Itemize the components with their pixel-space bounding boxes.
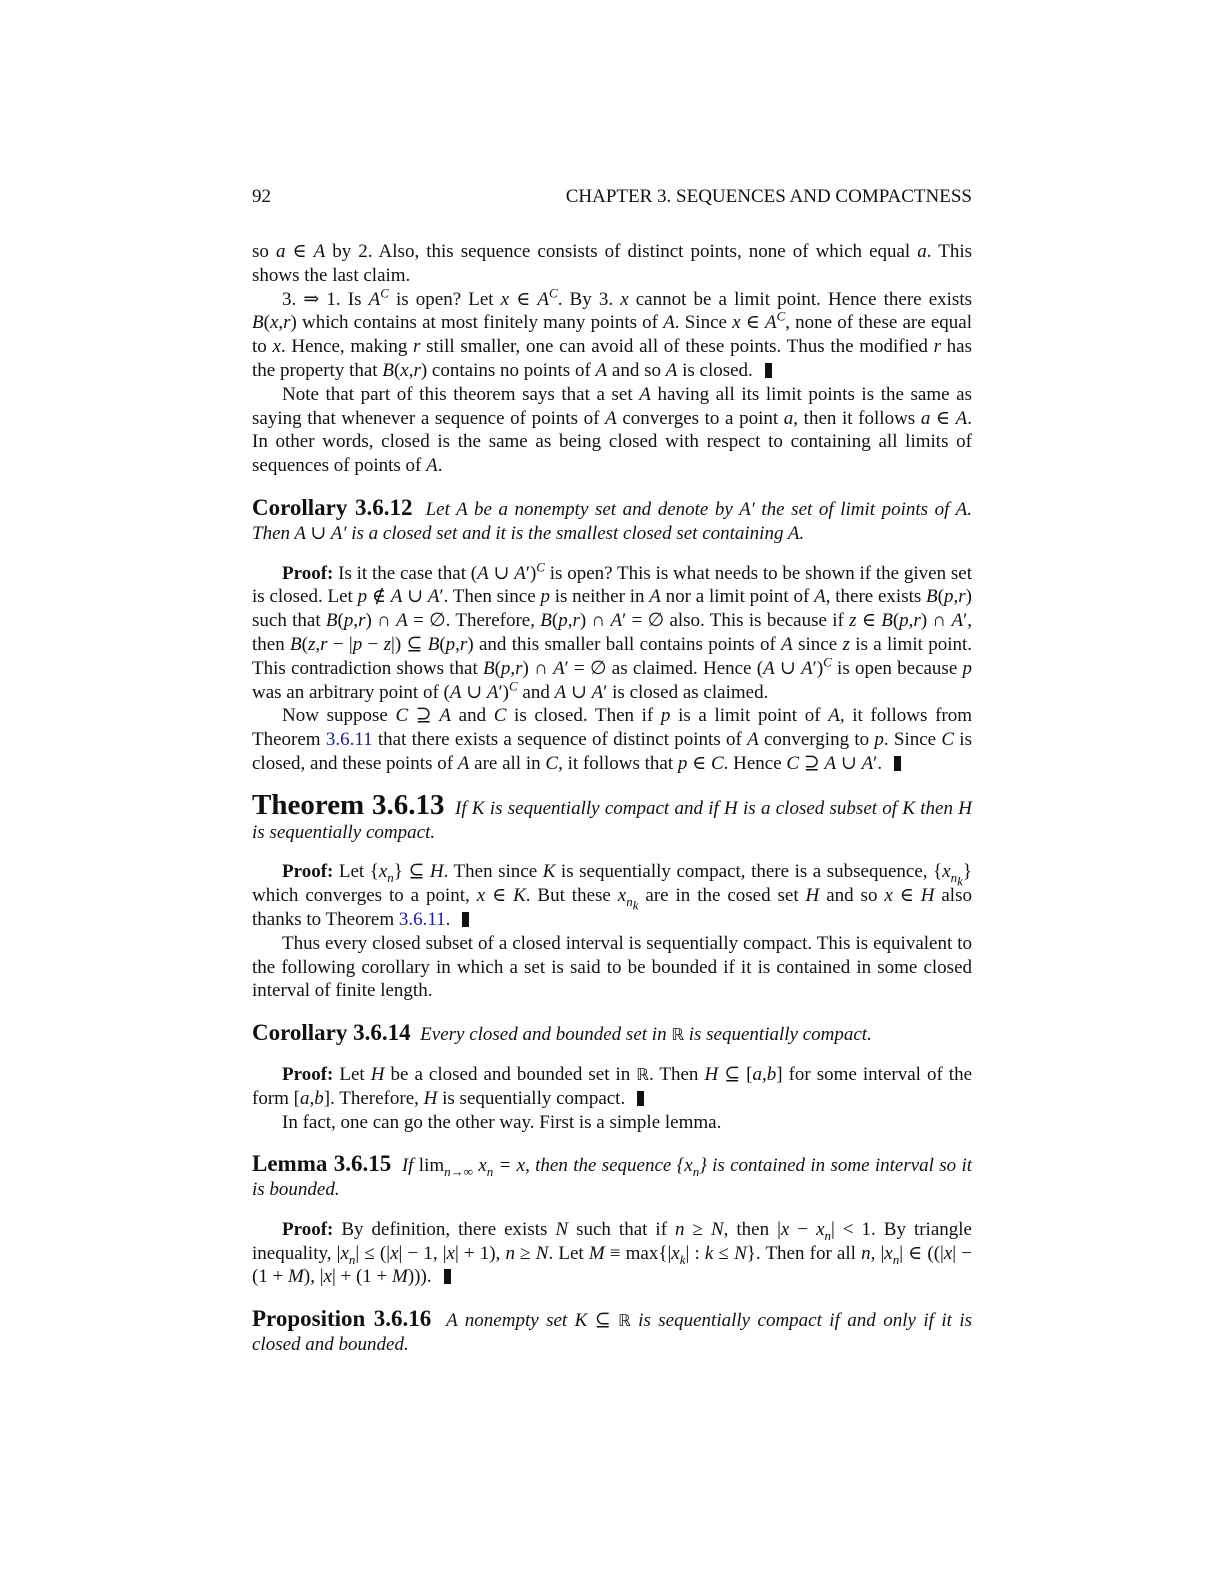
corollary-3-6-12: Corollary 3.6.12 Let A be a nonempty set and denote by A′ the set of limit points of A. Then A ∪ A′ is a closed set and it is the smallest closed set containing A. (252, 494, 972, 544)
proof-label: Proof: (282, 562, 334, 584)
theorem-label: Theorem 3.6.13 (252, 788, 445, 821)
page-number: 92 (252, 186, 271, 207)
paragraph: Thus every closed subset of a closed interval is sequentially compact. This is equivalent to the following corollary in which a set is said to be bounded if it is contained in some closed interval of finite length. (252, 932, 972, 1002)
theorem-reference-link[interactable]: 3.6.11 (325, 729, 373, 751)
proof-paragraph: Proof: By definition, there exists N such that if n ≥ N, then $|x - x_n| < 1$. By triangle inequality, $|x_n| \le (|x| - 1$, |x| + 1), n ≥ N. Let $M \equiv \max\{|x_k|$ : k ≤ N}. Then for all n, $|x_n|$ ∈ ((|x| − (1 + M), |x| + (1 + M))). (252, 1218, 972, 1288)
theorem-3-6-13: Theorem 3.6.13 If K is sequentially compact and if H is a closed subset of K then H is sequentially compact. (252, 788, 972, 843)
paragraph: 3. ⇒ 1. Is $A^C$ is open? Let x ∈ $A^C$. By 3. x cannot be a limit point. Hence there exists B(x,r) which contains at most finitely many points of A. Since x ∈ $A^C$, none of these are equal to x. Hence, making r still smaller, one can avoid all of these points. Thus the modified r has the property that B(x,r) contains no points of A and so A is closed. (252, 285, 972, 381)
proof-label: Proof: (282, 1218, 334, 1240)
lemma-label: Lemma 3.6.15 (252, 1151, 392, 1177)
paragraph: so a ∈ A by 2. Also, this sequence consists of distinct points, none of which equal a. This shows the last claim. (252, 241, 972, 286)
corollary-label: Corollary 3.6.12 (252, 494, 413, 520)
page-body (252, 240, 972, 1357)
qed-symbol (462, 912, 469, 927)
paragraph: In fact, one can go the other way. First is a simple lemma. (282, 1111, 722, 1133)
qed-symbol (894, 756, 901, 771)
proof-label: Proof: (282, 1063, 334, 1085)
page-header (252, 184, 972, 210)
qed-symbol (444, 1269, 451, 1284)
proof-paragraph: Proof: Is it the case that (A ∪ A′)$^C$ is open? This is what needs to be shown if the given set is closed. Let p ∉ A ∪ A′. Then since p is neither in A nor a limit point of A, there exists B(p,r) such that B(p,r) ∩ A = ∅. Therefore, B(p,r) ∩ A′ = ∅ also. This is because if z ∈ B(p,r) ∩ A′, then B(z,r − |p − z|) ⊆ B(p,r) and this smaller ball contains points of A since z is a limit point. This contradiction shows that B(p,r) ∩ A′ = ∅ as claimed. Hence (A ∪ A′)$^C$ is open because p was an arbitrary point of (A ∪ A′)$^C$ and A ∪ A′ is closed as claimed. (252, 559, 973, 703)
proof-paragraph: Proof: Let H be a closed and bounded set in ℝ. Then H ⊆ [a,b] for some interval of the form [a,b]. Therefore, H is sequentially compact. (252, 1063, 973, 1109)
corollary-3-6-14: Corollary 3.6.14 Every closed and bounded set in ℝ is sequentially compact. (252, 1020, 872, 1046)
qed-symbol (765, 363, 772, 378)
corollary-label: Corollary 3.6.14 (252, 1020, 411, 1046)
paragraph: Note that part of this theorem says that a set A having all its limit points is the same as saying that whenever a sequence of points of A converges to a point a, then it follows a ∈ A. In other words, closed is the same as being closed with respect to containing all limits of sequences of points of A. (252, 383, 972, 477)
lemma-3-6-15: Lemma 3.6.15 If $\lim_{n\to\infty} x_n = x$, then the sequence $\{x_n\}$ is contained in some interval so it is bounded. (252, 1151, 973, 1201)
qed-symbol (637, 1091, 644, 1106)
running-title: CHAPTER 3. SEQUENCES AND COMPACTNESS (565, 186, 972, 207)
proposition-label: Proposition 3.6.16 (252, 1306, 432, 1332)
theorem-reference-link[interactable]: 3.6.11 (398, 908, 446, 930)
proposition-3-6-16: Proposition 3.6.16 A nonempty set K ⊆ ℝ is sequentially compact if and only if it is closed and bounded. (252, 1306, 973, 1356)
proof-paragraph: Proof: Let $\{x_n\}$ ⊆ H. Then since K is sequentially compact, there is a subsequence, $\{x_{n_k}\}$ which converges to a point, x ∈ K. But these $x_{n_k}$ are in the cosed set H and so x ∈ H also thanks to Theorem 3.6.11. (252, 861, 972, 930)
paragraph: Now suppose C ⊇ A and C is closed. Then if p is a limit point of A, it follows from Theorem 3.6.11 that there exists a sequence of distinct points of A converging to p. Since C is closed, and these points of A are all in C, it follows that p ∈ C. Hence C ⊇ A ∪ A′. (252, 705, 972, 774)
proof-label: Proof: (282, 861, 334, 883)
